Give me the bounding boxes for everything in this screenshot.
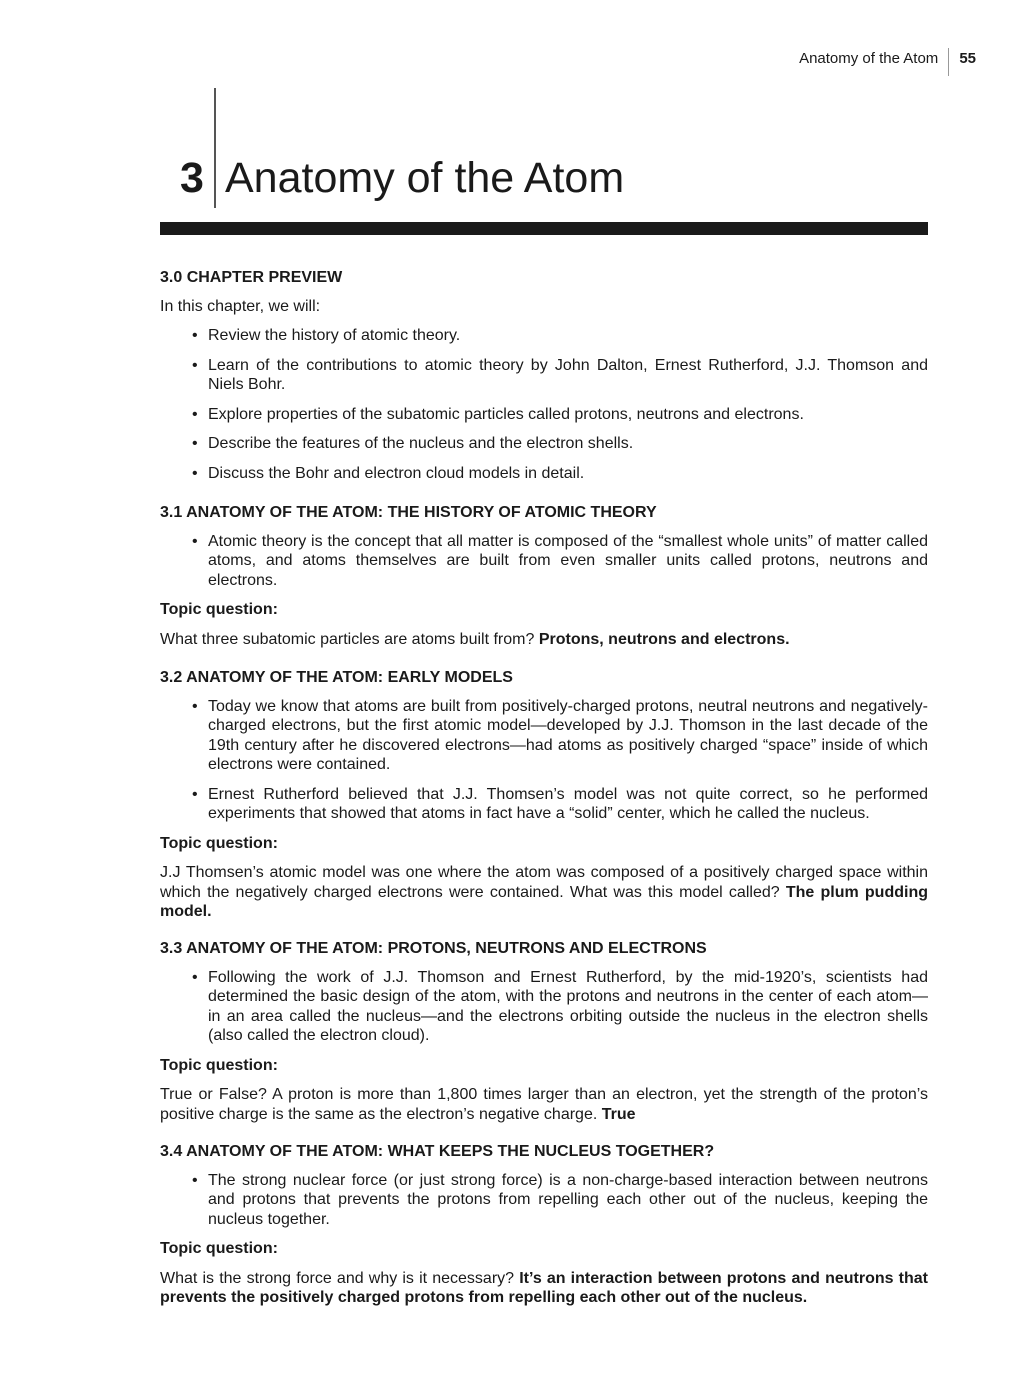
- topic-question-label: Topic question:: [160, 834, 278, 852]
- topic-question: What three subatomic particles are atoms built from? Protons, neutrons and electrons.: [160, 630, 790, 648]
- chapter-bar: [160, 222, 928, 235]
- answer: It’s an interaction between protons and neutrons that prevents the positively charged protons from repelling each other out of the nucleus.: [160, 1269, 928, 1306]
- section-3-4: [160, 1142, 928, 1318]
- answer: The plum pudding model.: [160, 883, 928, 920]
- chapter-rule: [214, 88, 216, 208]
- chapter-title: Anatomy of the Atom: [225, 154, 625, 202]
- topic-question: J.J Thomsen’s atomic model was one where the atom was composed of a positively charged space within which the negatively charged electrons were contained. What was this model called? The plum pudding model.: [160, 864, 928, 920]
- list-item: • Review the history of atomic theory.: [192, 327, 461, 344]
- section-heading: 3.3 ANATOMY OF THE ATOM: PROTONS, NEUTRONS AND ELECTRONS: [160, 940, 707, 957]
- section-heading: 3.1 ANATOMY OF THE ATOM: THE HISTORY OF ATOMIC THEORY: [160, 504, 657, 521]
- list-item: • Atomic theory is the concept that all matter is composed of the “smallest whole units” of matter called atoms, and atoms themselves are built from even smaller units called protons, neutrons and electrons.: [192, 532, 928, 589]
- list-item: • Following the work of J.J. Thomson and Ernest Rutherford, by the mid-1920’s, scientists had determined the basic design of the atom, with the protons and neutrons in the center of each atom—in an area called the nucleus—and the electrons orbiting outside the nucleus in the electron shells (also called the electron cloud).: [192, 968, 928, 1044]
- section-preview: [160, 268, 928, 493]
- page-number: 55: [959, 49, 976, 67]
- list-item: • Today we know that atoms are built from positively-charged protons, neutral neutrons and negatively-charged electrons, but the first atomic model—developed by J.J. Thomson in the last decade of the 19th century after he discovered electrons—had atoms as positively charged “space” inside of which electrons were contained.: [192, 697, 928, 773]
- topic-question-label: Topic question:: [160, 1056, 278, 1074]
- running-header-title: Anatomy of the Atom: [799, 49, 939, 67]
- list-item: • Describe the features of the nucleus and the electron shells.: [192, 435, 634, 452]
- section-3-2: [160, 668, 928, 932]
- topic-question-label: Topic question:: [160, 601, 278, 618]
- topic-question: True or False? A proton is more than 1,800 times larger than an electron, yet the strength of the proton’s positive charge is the same as the electron’s negative charge. True: [160, 1086, 928, 1123]
- list-item: • Learn of the contributions to atomic theory by John Dalton, Ernest Rutherford, J.J. Thomson and Niels Bohr.: [192, 356, 928, 393]
- section-heading: 3.4 ANATOMY OF THE ATOM: WHAT KEEPS THE NUCLEUS TOGETHER?: [160, 1143, 715, 1160]
- list-item: • Explore properties of the subatomic particles called protons, neutrons and electrons.: [192, 405, 804, 423]
- topic-question: What is the strong force and why is it necessary? It’s an interaction between protons and neutrons that prevents the positively charged protons from repelling each other out of the nucleus.: [160, 1269, 928, 1306]
- topic-question-label: Topic question:: [160, 1240, 278, 1257]
- chapter-number: 3: [180, 154, 204, 202]
- running-header: [799, 40, 976, 76]
- section-3-3: [160, 939, 928, 1134]
- list-item: • The strong nuclear force (or just strong force) is a non-charge-based interaction between neutrons and protons that prevents the protons from repelling each other out of the nucleus, keeping the nucleus together.: [192, 1171, 928, 1228]
- list-item: • Ernest Rutherford believed that J.J. Thomsen’s model was not quite correct, so he performed experiments that showed that atoms in fact have a “solid” center, which he called the nucleus.: [192, 785, 928, 822]
- section-heading: 3.2 ANATOMY OF THE ATOM: EARLY MODELS: [160, 669, 513, 686]
- answer: True: [601, 1105, 636, 1123]
- intro-text: In this chapter, we will:: [160, 297, 321, 315]
- list-item: • Discuss the Bohr and electron cloud models in detail.: [192, 464, 585, 482]
- answer: Protons, neutrons and electrons.: [538, 630, 790, 648]
- section-heading: 3.0 CHAPTER PREVIEW: [160, 269, 343, 286]
- section-3-1: [160, 503, 928, 659]
